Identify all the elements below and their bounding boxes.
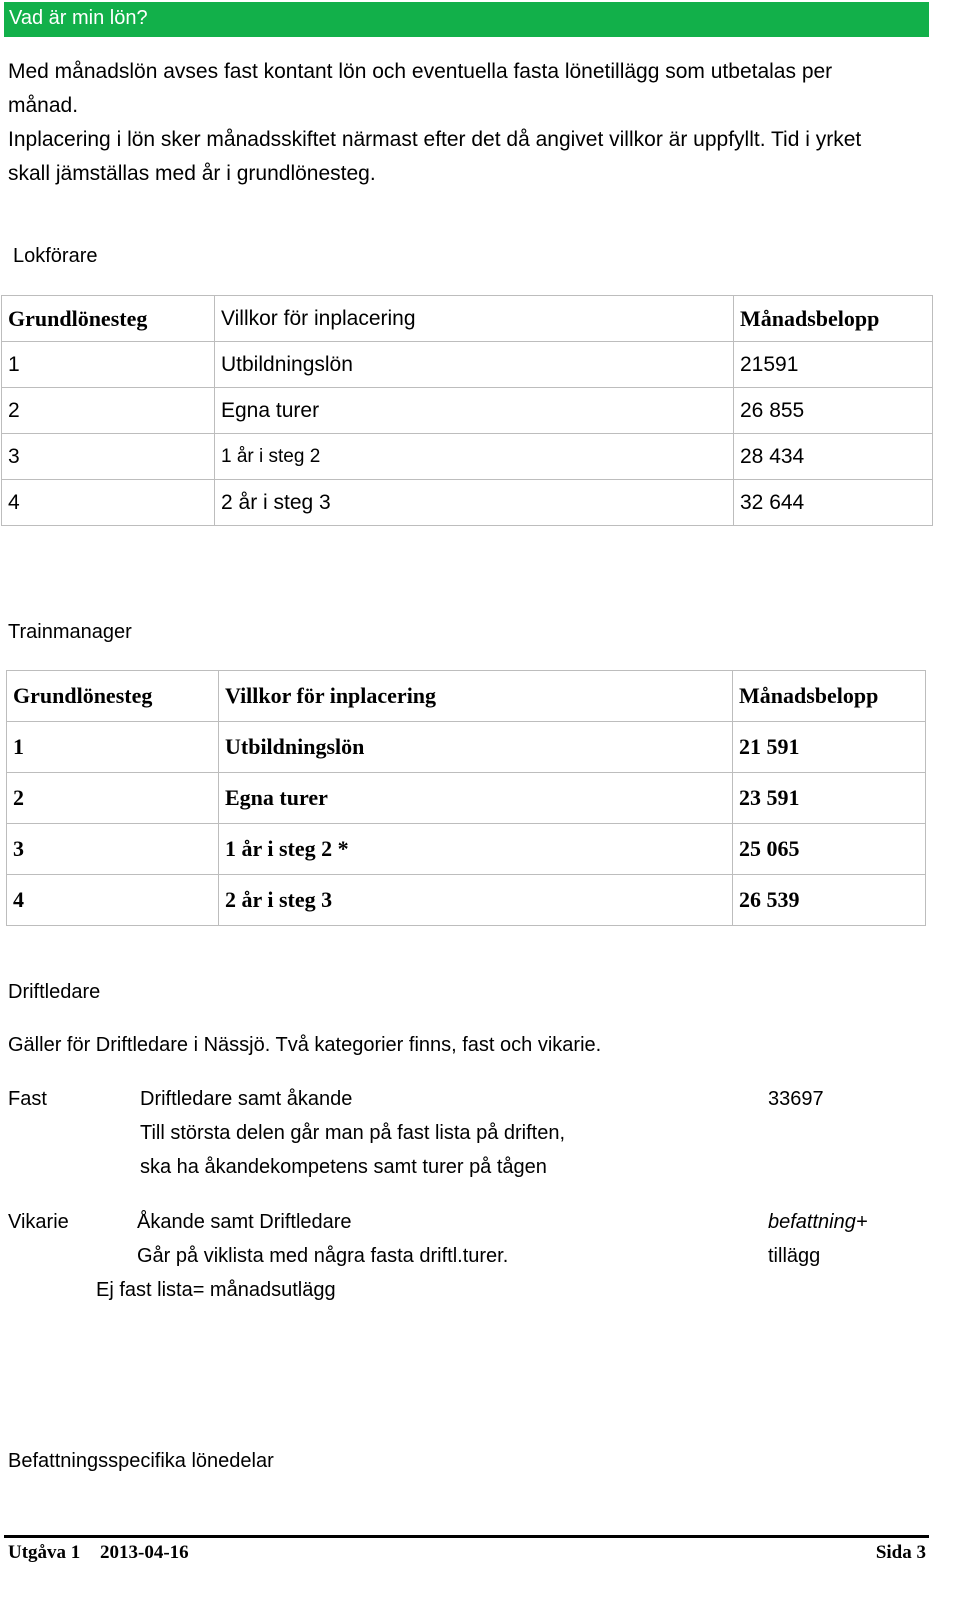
section-title-befattning: Befattningsspecifika lönedelar (8, 1450, 274, 1472)
cell-condition: Egna turer (215, 388, 734, 434)
cell-step: 4 (2, 480, 215, 526)
cell-step: 3 (2, 434, 215, 480)
vikarie-description-3: Ej fast lista= månadsutlägg (96, 1279, 336, 1301)
cell-amount: 26 539 (733, 875, 926, 926)
cell-step: 4 (7, 875, 219, 926)
column-header-amount: Månadsbelopp (733, 671, 926, 722)
lokforare-table (1, 295, 933, 526)
cell-condition: 2 år i steg 3 (215, 480, 734, 526)
fast-description-1: Driftledare samt åkande (140, 1088, 353, 1110)
vikarie-description-1: Åkande samt Driftledare (137, 1211, 352, 1233)
cell-step: 1 (2, 342, 215, 388)
vikarie-label: Vikarie (8, 1211, 69, 1233)
cell-condition: Utbildningslön (215, 342, 734, 388)
table-row (2, 480, 933, 526)
cell-condition: Egna turer (219, 773, 733, 824)
cell-amount: 32 644 (734, 480, 933, 526)
footer-date: 2013-04-16 (100, 1542, 189, 1563)
fast-amount: 33697 (768, 1088, 824, 1110)
table-header-row (7, 671, 926, 722)
table-row (2, 388, 933, 434)
cell-step: 3 (7, 824, 219, 875)
intro-line-3: Inplacering i lön sker månadsskiftet närmast efter det då angivet villkor är uppfyllt. Tid i yrket (8, 128, 862, 151)
table-row (7, 824, 926, 875)
fast-description-2: Till största delen går man på fast lista på driften, (140, 1122, 566, 1144)
column-header-condition: Villkor för inplacering (215, 296, 734, 342)
section-title-lokforare: Lokförare (13, 245, 98, 267)
vikarie-description-2: Går på viklista med några fasta driftl.turer. (137, 1245, 509, 1267)
page-title: Vad är min lön? (9, 7, 148, 29)
cell-amount: 21591 (734, 342, 933, 388)
cell-condition: 2 år i steg 3 (219, 875, 733, 926)
cell-condition: 1 år i steg 2 * (219, 824, 733, 875)
table-row (2, 342, 933, 388)
column-header-condition: Villkor för inplacering (219, 671, 733, 722)
cell-amount: 26 855 (734, 388, 933, 434)
column-header-step: Grundlönesteg (7, 671, 219, 722)
cell-step: 2 (7, 773, 219, 824)
footer-edition: Utgåva 1 (8, 1542, 81, 1563)
column-header-amount: Månadsbelopp (734, 296, 933, 342)
table-row (7, 722, 926, 773)
fast-description-3: ska ha åkandekompetens samt turer på tågen (140, 1156, 547, 1178)
section-title-driftledare: Driftledare (8, 981, 101, 1003)
driftledare-intro: Gäller för Driftledare i Nässjö. Två kategorier finns, fast och vikarie. (8, 1034, 602, 1056)
intro-line-4: skall jämställas med år i grundlönesteg. (8, 162, 376, 185)
column-header-step: Grundlönesteg (2, 296, 215, 342)
intro-line-1: Med månadslön avses fast kontant lön och eventuella fasta lönetillägg som utbetalas per (8, 60, 833, 83)
footer-divider (4, 1535, 929, 1538)
cell-condition: Utbildningslön (219, 722, 733, 773)
table-row (7, 773, 926, 824)
footer-page-number: Sida 3 (875, 1542, 926, 1563)
cell-amount: 25 065 (733, 824, 926, 875)
table-header-row (2, 296, 933, 342)
cell-amount: 23 591 (733, 773, 926, 824)
intro-line-2: månad. (8, 94, 79, 117)
cell-amount: 28 434 (734, 434, 933, 480)
cell-condition: 1 år i steg 2 (215, 434, 734, 480)
table-row (2, 434, 933, 480)
cell-step: 2 (2, 388, 215, 434)
header-banner (4, 2, 929, 37)
vikarie-amount-line-2: tillägg (768, 1245, 821, 1267)
trainmanager-table (6, 670, 926, 926)
vikarie-amount-line-1: befattning+ (768, 1211, 868, 1233)
cell-amount: 21 591 (733, 722, 926, 773)
table-row (7, 875, 926, 926)
cell-step: 1 (7, 722, 219, 773)
section-title-trainmanager: Trainmanager (8, 621, 132, 643)
fast-label: Fast (8, 1088, 47, 1110)
